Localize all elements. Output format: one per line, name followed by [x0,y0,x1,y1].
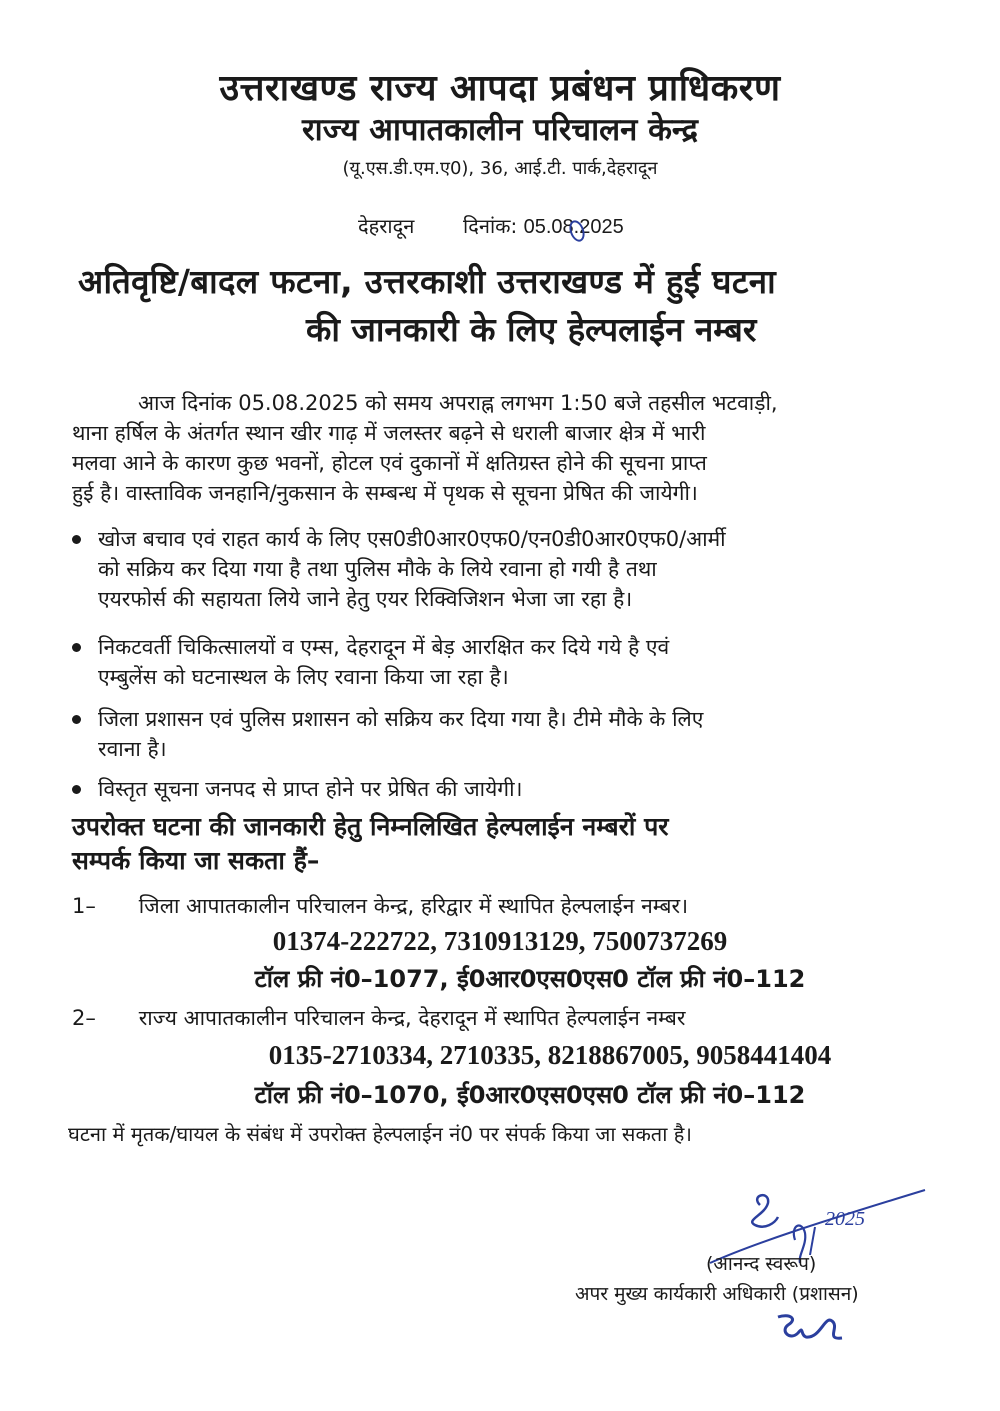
footer-note: घटना में मृतक/घायल के संबंध में उपरोक्त हेल्पलाईन नं0 पर संपर्क किया जा सकता है। [68,1122,692,1146]
bullet-icon [72,715,81,724]
signatory-designation: अपर मुख्य कार्यकारी अधिकारी (प्रशासन) [575,1283,859,1305]
bullet-icon [72,785,81,794]
contact-heading: उपरोक्त घटना की जानकारी हेतु निम्नलिखित हेल्पलाईन नम्बरों पर सम्पर्क किया जा सकता हैं– [72,812,669,875]
helpline-2-tollfree: टॉल फ्री नं0–1070, ई0आर0एस0एस0 टॉल फ्री नं0–112 [254,1081,806,1109]
place: देहरादून [358,214,415,238]
helpline-1-label: 1– जिला आपातकालीन परिचालन केन्द्र, हरिद्वार में स्थापित हेल्पलाईन नम्बर। [72,894,689,918]
intro-paragraph: आज दिनांक 05.08.2025 को समय अपराह्न लगभग 1:50 बजे तहसील भटवाड़ी, थाना हर्षिल के अंतर्गत स्थान खीर गाढ़ में जलस्तर बढ़ने से धराली बाजार क्षेत्र में भारी मलवा आने के कारण कुछ भवनों, होटल एवं दुकानों में क्षतिग्रस्त होने की सूचना प्राप्त हुई है। वास्ताविक जनहानि/नुकसान के सम्बन्ध में पृथक से सूचना प्रेषित की जायेगी। [72,391,778,505]
helpline-2-label: 2– राज्य आपातकालीन परिचालन केन्द्र, देहरादून में स्थापित हेल्पलाईन नम्बर [72,1006,686,1030]
date-value: 05.08.2025 [524,216,624,238]
bullet-icon [72,535,81,544]
bullet-icon [72,643,81,652]
helpline-1-tollfree: टॉल फ्री नं0–1077, ई0आर0एस0एस0 टॉल फ्री नं0–112 [254,965,806,993]
signatory-name: (आनन्द स्वरूप) [706,1253,817,1275]
center-name: राज्य आपातकालीन परिचालन केन्द्र [302,112,698,148]
date-label: दिनांक: [463,214,518,238]
address: (यू.एस.डी.एम.ए0), 36, आई.टी. पार्क,देहरादून [342,158,658,179]
organization-name: उत्तराखण्ड राज्य आपदा प्रबंधन प्राधिकरण [219,68,781,109]
helpline-1-phones: 01374-222722, 7310913129, 7500737269 [272,926,728,956]
notice-title-line2: की जानकारी के लिए हेल्पलाईन नम्बर [306,310,757,349]
date-line [358,212,624,239]
svg-text:2025: 2025 [825,1208,865,1230]
helpline-2-phones: 0135-2710334, 2710335, 8218867005, 9058441404 [268,1040,832,1070]
initials-icon [770,1305,860,1345]
notice-title-line1: अतिवृष्टि/बादल फटना, उत्तरकाशी उत्तराखण्ड में हुई घटना [78,262,776,301]
